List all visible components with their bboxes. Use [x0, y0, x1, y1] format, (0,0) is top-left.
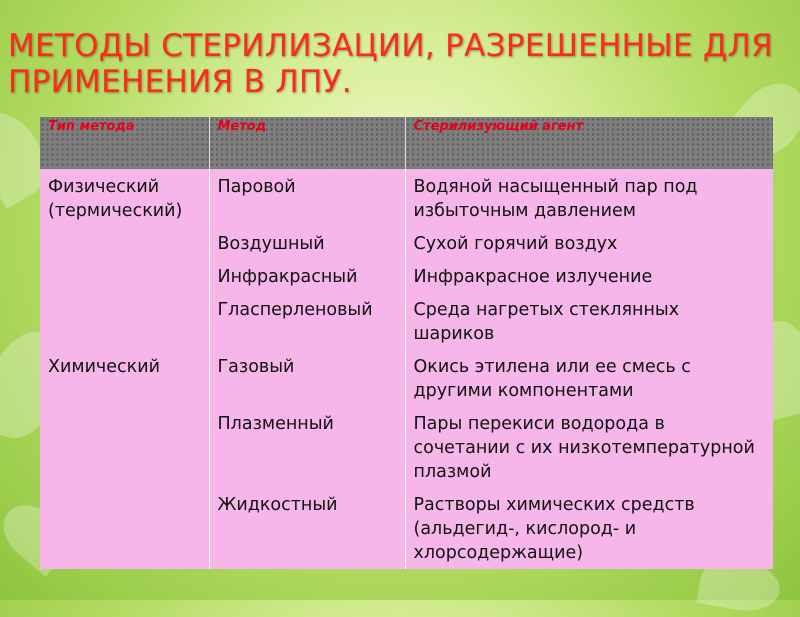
cell-method-type [40, 231, 209, 264]
cell-method: Плазменный [209, 411, 405, 492]
table-row [40, 354, 773, 411]
cell-method: Воздушный [209, 231, 405, 264]
cell-method-type [40, 411, 209, 492]
slide-title: МЕТОДЫ СТЕРИЛИЗАЦИИ, РАЗРЕШЕННЫЕ ДЛЯ ПРИМЕНЕНИЯ В ЛПУ. [8, 28, 773, 100]
cell-method: Паровой [209, 169, 405, 231]
cell-method-type: Физический (термический) [40, 169, 209, 231]
cell-agent: Водяной насыщенный пар под избыточным давлением [405, 169, 773, 231]
cell-method: Инфракрасный [209, 264, 405, 297]
header-sterilizing-agent: Стерилизующий агент [405, 117, 773, 169]
header-method-type: Тип метода [40, 117, 209, 169]
cell-method-type: Химический [40, 354, 209, 411]
cell-method-type [40, 492, 209, 569]
table-row [40, 411, 773, 492]
cell-method: Жидкостный [209, 492, 405, 569]
cell-method-type [40, 264, 209, 297]
cell-method: Газовый [209, 354, 405, 411]
cell-method: Гласперленовый [209, 297, 405, 354]
header-method: Метод [209, 117, 405, 169]
cell-agent: Растворы химических средств (альдегид-, кислород- и хлорсодержащие) [405, 492, 773, 569]
cell-agent: Пары перекиси водорода в сочетании с их низкотемпературной плазмой [405, 411, 773, 492]
table-row [40, 264, 773, 297]
cell-agent: Среда нагретых стеклянных шариков [405, 297, 773, 354]
table-row [40, 492, 773, 569]
cell-method-type [40, 297, 209, 354]
table-header-row [40, 117, 773, 169]
table-row [40, 169, 773, 231]
table-row [40, 231, 773, 264]
cell-agent: Сухой горячий воздух [405, 231, 773, 264]
table-row [40, 297, 773, 354]
cell-agent: Окись этилена или ее смесь с другими компонентами [405, 354, 773, 411]
sterilization-methods-table [40, 117, 773, 569]
cell-agent: Инфракрасное излучение [405, 264, 773, 297]
